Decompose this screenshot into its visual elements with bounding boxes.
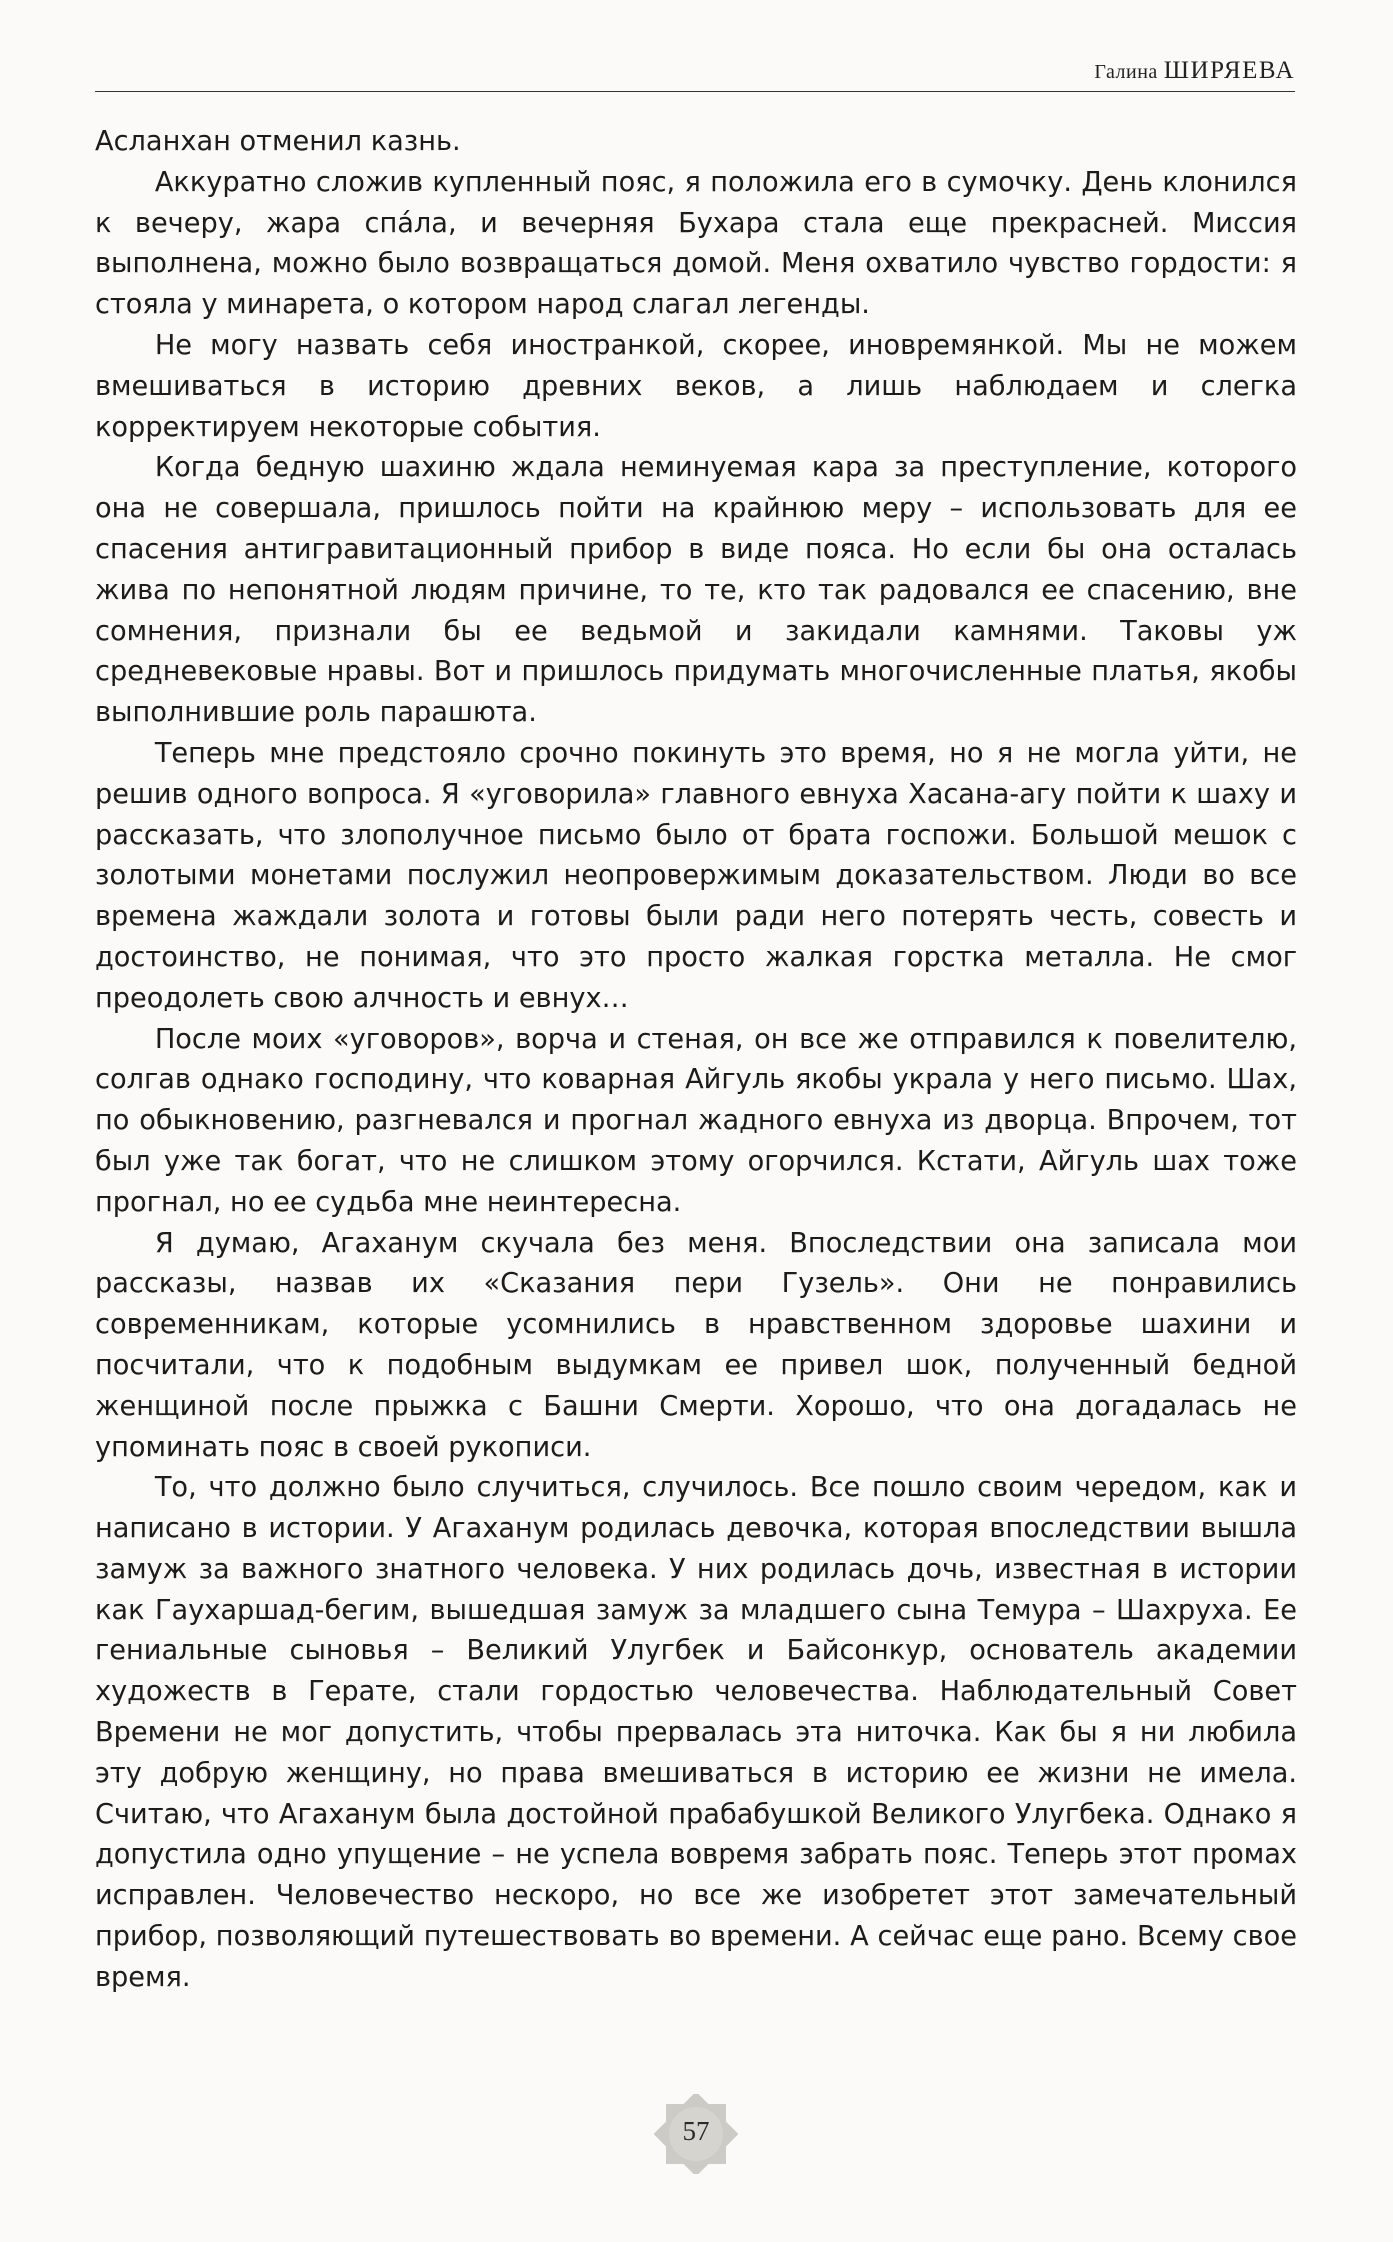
paragraph: Не могу назвать себя иностранкой, скорее, иновремянкой. Мы не можем вмешиваться в историю древних веков, а лишь наблюдаем и слегка корректируем некоторые события. — [95, 329, 1297, 443]
paragraph: Когда бедную шахиню ждала неминуемая кара за преступление, которого она не совершала, пришлось пойти на крайнюю меру – использовать для ее спасения антигравитационный прибор в виде пояса. Но если бы она осталась жива по непонятной людям причине, то те, кто так радовался ее спасению, вне сомнения, признали бы ее ведьмой и закидали камнями. Таковы уж средневековые нравы. Вот и пришлось придумать многочисленные платья, якобы выполнившие роль парашюта. — [95, 452, 1297, 729]
paragraph: Аккуратно сложив купленный пояс, я положила его в сумочку. День клонился к вечеру, жара спа́ла, и вечерняя Бухара стала еще прекрасней. Миссия выполнена, можно было возвращаться домой. Меня охватило чувство гордости: я стояла у минарета, о котором народ слагал легенды. — [95, 166, 1297, 321]
author-given-name: Галина — [1094, 61, 1158, 83]
paragraph: Асланхан отменил казнь. — [95, 126, 461, 157]
paragraph: То, что должно было случиться, случилось. Все пошло своим чередом, как и написано в истории. У Агаханум родилась девочка, которая впоследствии вышла замуж за важного знатного человека. У них родилась дочь, известная в истории как Гаухаршад-бегим, вышедшая замуж за младшего сына Темура – Шахруха. Ее гениальные сыновья – Великий Улугбек и Байсонкур, основатель академии художеств в Герате, стали гордостью человечества. Наблюдательный Совет Времени не мог допустить, чтобы прервалась эта ниточка. Как бы я ни любила эту добрую женщину, но права вмешиваться в историю ее жизни не имела. Считаю, что Агаханум была достойной прабабушкой Великого Улугбека. Однако я допустила одно упущение – не успела вовремя забрать пояс. Теперь этот промах исправлен. Человечество нескоро, но все же изобретет этот замечательный прибор, позволяющий путешествовать во времени. А сейчас еще рано. Всему свое время. — [95, 1472, 1297, 1993]
header-rule — [95, 91, 1295, 92]
paragraph: Я думаю, Агаханум скучала без меня. Впоследствии она записала мои рассказы, назвав их «Сказания пери Гузель». Они не понравились современникам, которые усомнились в нравственном здоровье шахини и посчитали, что к подобным выдумкам ее привел шок, полученный бедной женщиной после прыжка с Башни Смерти. Хорошо, что она догадалась не упоминать пояс в своей рукописи. — [95, 1227, 1297, 1463]
author-name — [1094, 57, 1295, 85]
running-head — [95, 55, 1295, 95]
body-text — [95, 122, 1297, 1999]
paragraph: Теперь мне предстояло срочно покинуть это время, но я не могла уйти, не решив одного вопроса. Я «уговорила» главного евнуха Хасана-агу пойти к шаху и рассказать, что злополучное письмо было от брата госпожи. Большой мешок с золотыми монетами послужил неопровержимым доказательством. Люди во все времена жаждали золота и готовы были ради него потерять честь, совесть и достоинство, не понимая, что это просто жалкая горстка металла. Не смог преодолеть свою алчность и евнух… — [95, 737, 1297, 1014]
author-family-name: ШИРЯЕВА — [1163, 57, 1295, 84]
paragraph: После моих «уговоров», ворча и стеная, он все же отправился к повелителю, солгав однако господину, что коварная Айгуль якобы украла у него письмо. Шах, по обыкновению, разгневался и прогнал жадного евнуха из дворца. Впрочем, тот был уже так богат, что не слишком этому огорчился. Кстати, Айгуль шах тоже прогнал, но ее судьба мне неинтересна. — [95, 1023, 1297, 1218]
page-number: 57 — [682, 2116, 710, 2146]
page-number-badge — [646, 2094, 746, 2174]
